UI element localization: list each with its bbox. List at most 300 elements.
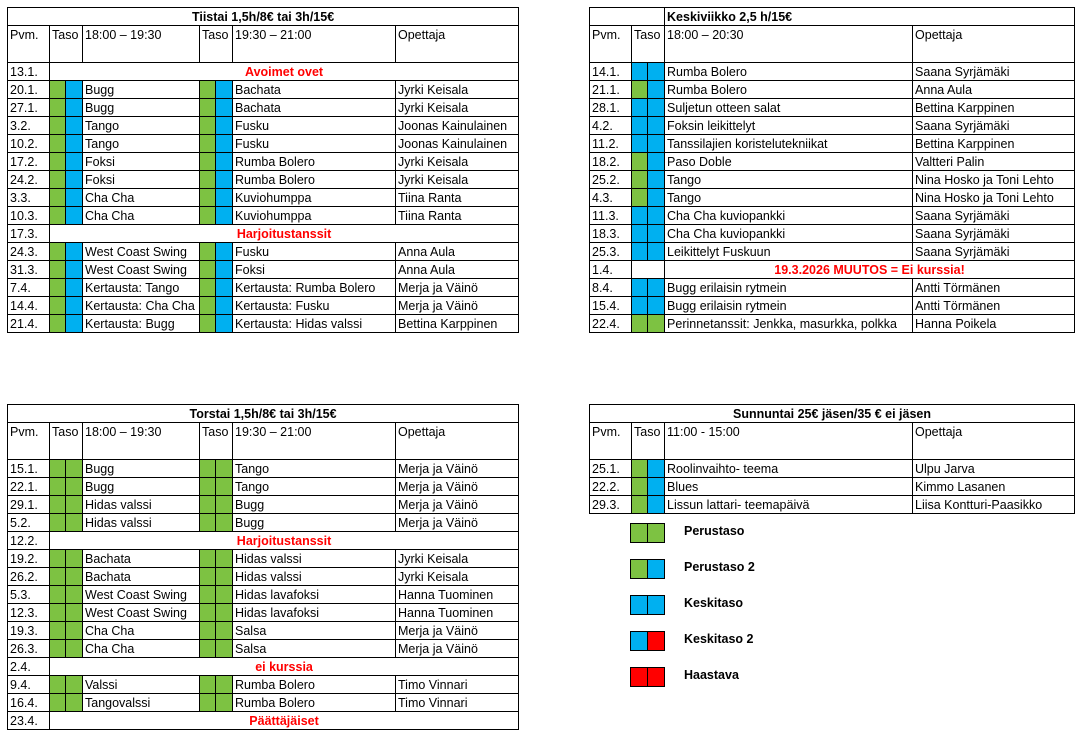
course-early: Bugg: [83, 460, 200, 478]
level-swatch-right: [647, 559, 665, 579]
date-cell: 3.3.: [8, 189, 50, 207]
level-swatch-right: [66, 460, 83, 478]
schedule-row: [8, 514, 519, 532]
schedule-row: [590, 261, 1075, 279]
date-cell: 22.1.: [8, 478, 50, 496]
level-swatch-right: [216, 568, 233, 586]
level-swatch-right: [66, 568, 83, 586]
level-swatch-right: [216, 207, 233, 225]
header-time-2: 19:30 – 21:00: [233, 26, 396, 63]
course-early: Bugg: [83, 478, 200, 496]
level-swatch-left: [50, 478, 66, 496]
level-swatch-right: [66, 586, 83, 604]
level-swatch-left: [200, 135, 216, 153]
level-swatch-right: [216, 622, 233, 640]
thursday-title-row: [8, 405, 519, 423]
level-swatch-right: [648, 225, 665, 243]
schedule-row: [590, 225, 1075, 243]
course-cell: Foksin leikittelyt: [665, 117, 913, 135]
wednesday-rows: [590, 63, 1075, 333]
sunday-header-row: [590, 423, 1075, 460]
teacher-cell: Merja ja Väinö: [396, 514, 519, 532]
schedule-row: [8, 99, 519, 117]
schedule-row: [590, 207, 1075, 225]
date-cell: 26.2.: [8, 568, 50, 586]
date-cell: 14.1.: [590, 63, 632, 81]
header-time-1: 18:00 – 19:30: [83, 423, 200, 460]
teacher-cell: Saana Syrjämäki: [913, 225, 1075, 243]
teacher-cell: Antti Törmänen: [913, 279, 1075, 297]
level-swatch-left: [50, 550, 66, 568]
date-cell: 16.4.: [8, 694, 50, 712]
level-swatch-right: [216, 586, 233, 604]
course-early: Cha Cha: [83, 207, 200, 225]
level-swatch-right: [216, 496, 233, 514]
header-time-2: 19:30 – 21:00: [233, 423, 396, 460]
date-cell: 13.1.: [8, 63, 50, 81]
level-swatch-left: [50, 496, 66, 514]
schedule-row: [590, 478, 1075, 496]
level-swatch-left: [200, 694, 216, 712]
level-swatch-left: [50, 153, 66, 171]
course-early: Tango: [83, 135, 200, 153]
level-swatch-right: [216, 604, 233, 622]
header-opettaja: Opettaja: [913, 26, 1075, 63]
teacher-cell: Anna Aula: [396, 261, 519, 279]
level-swatch-left: [200, 117, 216, 135]
course-cell: Perinnetanssit: Jenkka, masurkka, polkka: [665, 315, 913, 333]
level-swatch-right: [66, 478, 83, 496]
teacher-cell: Merja ja Väinö: [396, 496, 519, 514]
course-late: Hidas lavafoksi: [233, 586, 396, 604]
teacher-cell: Hanna Tuominen: [396, 604, 519, 622]
level-swatch-right: [66, 261, 83, 279]
level-swatch-left: [50, 207, 66, 225]
level-swatch-left: [632, 225, 648, 243]
course-cell: Bugg erilaisin rytmein: [665, 297, 913, 315]
teacher-cell: Merja ja Väinö: [396, 279, 519, 297]
special-note: ei kurssia: [50, 658, 519, 676]
schedule-row: [8, 261, 519, 279]
level-swatch-right: [647, 595, 665, 615]
date-cell: 31.3.: [8, 261, 50, 279]
schedule-row: [8, 586, 519, 604]
level-swatch-left: [630, 523, 648, 543]
schedule-row: [8, 135, 519, 153]
legend-label: Perustaso: [684, 524, 745, 538]
level-swatch-left: [50, 171, 66, 189]
level-swatch-right: [216, 243, 233, 261]
course-early: Hidas valssi: [83, 514, 200, 532]
level-swatch-left: [50, 243, 66, 261]
schedule-row: [8, 189, 519, 207]
date-cell: 8.4.: [590, 279, 632, 297]
level-swatch-right: [648, 189, 665, 207]
level-swatch-right: [216, 81, 233, 99]
level-swatch-right: [66, 622, 83, 640]
teacher-cell: Jyrki Keisala: [396, 171, 519, 189]
level-swatch-right: [216, 117, 233, 135]
schedule-row: [8, 604, 519, 622]
level-swatch-left: [50, 514, 66, 532]
schedule-row: [8, 550, 519, 568]
tuesday-table: [7, 7, 519, 333]
date-cell: 14.4.: [8, 297, 50, 315]
date-cell: 12.3.: [8, 604, 50, 622]
legend-item: [630, 559, 950, 579]
course-cell: Roolinvaihto- teema: [665, 460, 913, 478]
level-swatch-right: [216, 99, 233, 117]
level-swatch-right: [648, 207, 665, 225]
level-swatch-left: [50, 135, 66, 153]
course-late: Kertausta: Hidas valssi: [233, 315, 396, 333]
tuesday-title: Tiistai 1,5h/8€ tai 3h/15€: [8, 8, 519, 26]
level-swatch-right: [66, 315, 83, 333]
schedule-row: [590, 460, 1075, 478]
level-swatch-right: [648, 478, 665, 496]
schedule-row: [8, 297, 519, 315]
date-cell: 17.2.: [8, 153, 50, 171]
level-swatch-left: [632, 117, 648, 135]
level-swatch-right: [216, 694, 233, 712]
level-swatch-right: [216, 279, 233, 297]
header-time-1: 18:00 – 19:30: [83, 26, 200, 63]
schedule-row: [590, 279, 1075, 297]
date-cell: 17.3.: [8, 225, 50, 243]
teacher-cell: Hanna Tuominen: [396, 586, 519, 604]
schedule-row: [590, 189, 1075, 207]
tuesday-rows: [8, 63, 519, 333]
level-swatch-right: [648, 99, 665, 117]
level-swatch-left: [200, 514, 216, 532]
header-taso-2: Taso: [200, 26, 233, 63]
level-swatch-left: [632, 153, 648, 171]
level-swatch-left: [200, 478, 216, 496]
course-early: Tango: [83, 117, 200, 135]
wednesday-title: Keskiviikko 2,5 h/15€: [665, 8, 1075, 26]
level-swatch-left: [632, 81, 648, 99]
level-swatch-right: [66, 243, 83, 261]
teacher-cell: Merja ja Väinö: [396, 478, 519, 496]
course-early: Valssi: [83, 676, 200, 694]
teacher-cell: Merja ja Väinö: [396, 640, 519, 658]
date-cell: 21.4.: [8, 315, 50, 333]
level-swatch-left: [630, 667, 648, 687]
course-late: Bugg: [233, 514, 396, 532]
level-swatch-right: [66, 514, 83, 532]
course-early: Kertausta: Cha Cha: [83, 297, 200, 315]
course-late: Kuviohumppa: [233, 189, 396, 207]
level-swatch-right: [648, 297, 665, 315]
date-cell: 4.2.: [590, 117, 632, 135]
header-opettaja: Opettaja: [913, 423, 1075, 460]
level-swatch-right: [647, 631, 665, 651]
teacher-cell: Liisa Kontturi-Paasikko: [913, 496, 1075, 514]
teacher-cell: Jyrki Keisala: [396, 81, 519, 99]
course-cell: Cha Cha kuviopankki: [665, 207, 913, 225]
schedule-row: [8, 153, 519, 171]
teacher-cell: Tiina Ranta: [396, 207, 519, 225]
level-swatch-left: [200, 640, 216, 658]
level-swatch-right: [66, 676, 83, 694]
level-swatch-left: [200, 99, 216, 117]
course-cell: Rumba Bolero: [665, 81, 913, 99]
schedule-row: [8, 117, 519, 135]
course-late: Salsa: [233, 640, 396, 658]
course-late: Rumba Bolero: [233, 153, 396, 171]
level-swatch-left: [632, 496, 648, 514]
level-swatch-right: [216, 135, 233, 153]
level-swatch-right: [216, 550, 233, 568]
header-pvm: Pvm.: [8, 423, 50, 460]
level-swatch-left: [50, 279, 66, 297]
level-swatch-left: [50, 640, 66, 658]
level-swatch-right: [66, 117, 83, 135]
level-swatch-right: [648, 496, 665, 514]
course-early: West Coast Swing: [83, 604, 200, 622]
header-pvm: Pvm.: [590, 26, 632, 63]
level-swatch-right: [66, 135, 83, 153]
level-swatch-left: [50, 676, 66, 694]
level-swatch-right: [216, 171, 233, 189]
header-taso: Taso: [50, 423, 83, 460]
level-swatch-left: [200, 243, 216, 261]
level-swatch-right: [648, 117, 665, 135]
legend-label: Keskitaso 2: [684, 632, 754, 646]
schedule-row: [590, 171, 1075, 189]
header-pvm: Pvm.: [590, 423, 632, 460]
level-swatch-left: [50, 568, 66, 586]
level-swatch-left: [50, 261, 66, 279]
level-swatch-right: [66, 550, 83, 568]
level-swatch-left: [50, 81, 66, 99]
date-cell: 11.2.: [590, 135, 632, 153]
teacher-cell: Ulpu Jarva: [913, 460, 1075, 478]
course-late: Bugg: [233, 496, 396, 514]
level-swatch-right: [66, 694, 83, 712]
header-taso: Taso: [632, 26, 665, 63]
level-swatch-left: [50, 460, 66, 478]
level-swatch-right: [66, 207, 83, 225]
wednesday-title-spacer: [590, 8, 665, 26]
schedule-row: [8, 478, 519, 496]
course-late: Tango: [233, 460, 396, 478]
level-swatch-right: [66, 640, 83, 658]
thursday-table: [7, 404, 519, 730]
level-swatch-left: [200, 568, 216, 586]
teacher-cell: Hanna Poikela: [913, 315, 1075, 333]
thursday-rows: [8, 460, 519, 730]
level-swatch-right: [216, 676, 233, 694]
teacher-cell: Jyrki Keisala: [396, 153, 519, 171]
teacher-cell: Timo Vinnari: [396, 676, 519, 694]
schedule-row: [590, 243, 1075, 261]
level-swatch-left: [200, 189, 216, 207]
level-swatch-left: [200, 297, 216, 315]
teacher-cell: Saana Syrjämäki: [913, 63, 1075, 81]
level-swatch-left: [632, 460, 648, 478]
special-note: Päättäjäiset: [50, 712, 519, 730]
level-swatch-right: [648, 171, 665, 189]
teacher-cell: Anna Aula: [396, 243, 519, 261]
tuesday-header-row: [8, 26, 519, 63]
course-late: Foksi: [233, 261, 396, 279]
schedule-row: [590, 135, 1075, 153]
level-swatch-left: [632, 315, 648, 333]
level-swatch-right: [216, 478, 233, 496]
schedule-row: [8, 63, 519, 81]
course-late: Fusku: [233, 117, 396, 135]
level-swatch-right: [648, 279, 665, 297]
level-swatch-right: [648, 243, 665, 261]
sunday-table: [589, 404, 1075, 514]
header-taso-2: Taso: [200, 423, 233, 460]
date-cell: 11.3.: [590, 207, 632, 225]
level-swatch-left: [632, 99, 648, 117]
date-cell: 19.2.: [8, 550, 50, 568]
thursday-title: Torstai 1,5h/8€ tai 3h/15€: [8, 405, 519, 423]
level-swatch-right: [66, 297, 83, 315]
course-late: Kertausta: Fusku: [233, 297, 396, 315]
course-early: Bachata: [83, 568, 200, 586]
course-late: Rumba Bolero: [233, 676, 396, 694]
course-early: Bugg: [83, 81, 200, 99]
level-swatch-left: [200, 604, 216, 622]
date-cell: 5.2.: [8, 514, 50, 532]
teacher-cell: Nina Hosko ja Toni Lehto: [913, 171, 1075, 189]
teacher-cell: Nina Hosko ja Toni Lehto: [913, 189, 1075, 207]
date-cell: 24.3.: [8, 243, 50, 261]
course-late: Hidas valssi: [233, 568, 396, 586]
level-swatch-left: [200, 261, 216, 279]
level-swatch-left: [632, 243, 648, 261]
teacher-cell: Saana Syrjämäki: [913, 243, 1075, 261]
schedule-row: [8, 207, 519, 225]
schedule-row: [590, 63, 1075, 81]
course-late: Hidas valssi: [233, 550, 396, 568]
course-cell: Tango: [665, 189, 913, 207]
course-late: Tango: [233, 478, 396, 496]
level-swatch-right: [66, 604, 83, 622]
date-cell: 1.4.: [590, 261, 632, 279]
level-swatch-right: [216, 514, 233, 532]
course-early: Hidas valssi: [83, 496, 200, 514]
level-swatch-left: [50, 694, 66, 712]
level-swatch-right: [648, 81, 665, 99]
level-swatch-right: [216, 315, 233, 333]
sunday-rows: [590, 460, 1075, 514]
header-taso: Taso: [632, 423, 665, 460]
date-cell: 7.4.: [8, 279, 50, 297]
level-swatch-left: [200, 550, 216, 568]
level-swatch-left: [50, 604, 66, 622]
date-cell: 4.3.: [590, 189, 632, 207]
schedule-row: [8, 460, 519, 478]
schedule-row: [8, 532, 519, 550]
legend-label: Perustaso 2: [684, 560, 755, 574]
schedule-row: [8, 568, 519, 586]
course-late: Salsa: [233, 622, 396, 640]
level-swatch-left: [200, 586, 216, 604]
level-swatch-left: [632, 189, 648, 207]
course-early: Cha Cha: [83, 640, 200, 658]
date-cell: 10.2.: [8, 135, 50, 153]
date-cell: 12.2.: [8, 532, 50, 550]
schedule-row: [8, 694, 519, 712]
level-swatch-right: [216, 153, 233, 171]
schedule-row: [8, 622, 519, 640]
date-cell: 18.2.: [590, 153, 632, 171]
schedule-row: [8, 171, 519, 189]
course-late: Rumba Bolero: [233, 694, 396, 712]
course-cell: Tanssilajien koristelutekniikat: [665, 135, 913, 153]
teacher-cell: Anna Aula: [913, 81, 1075, 99]
special-note: Avoimet ovet: [50, 63, 519, 81]
course-cell: Bugg erilaisin rytmein: [665, 279, 913, 297]
date-cell: 22.4.: [590, 315, 632, 333]
schedule-row: [590, 496, 1075, 514]
schedule-row: [8, 658, 519, 676]
tuesday-title-row: [8, 8, 519, 26]
legend-item: [630, 667, 950, 687]
level-swatch-left: [632, 135, 648, 153]
date-cell: 23.4.: [8, 712, 50, 730]
date-cell: 5.3.: [8, 586, 50, 604]
level-swatch-right: [216, 297, 233, 315]
teacher-cell: Jyrki Keisala: [396, 99, 519, 117]
level-swatch-left: [630, 595, 648, 615]
course-early: Cha Cha: [83, 189, 200, 207]
course-late: Rumba Bolero: [233, 171, 396, 189]
date-cell: 10.3.: [8, 207, 50, 225]
level-swatch-right: [648, 315, 665, 333]
date-cell: 24.2.: [8, 171, 50, 189]
schedule-row: [590, 297, 1075, 315]
course-early: West Coast Swing: [83, 586, 200, 604]
date-cell: 28.1.: [590, 99, 632, 117]
date-cell: 15.4.: [590, 297, 632, 315]
course-early: Foksi: [83, 171, 200, 189]
legend-label: Haastava: [684, 668, 739, 682]
course-cell: Cha Cha kuviopankki: [665, 225, 913, 243]
course-cell: Leikittelyt Fuskuun: [665, 243, 913, 261]
course-late: Hidas lavafoksi: [233, 604, 396, 622]
level-swatch-right: [216, 261, 233, 279]
course-late: Fusku: [233, 135, 396, 153]
schedule-row: [8, 225, 519, 243]
teacher-cell: Valtteri Palin: [913, 153, 1075, 171]
header-opettaja: Opettaja: [396, 423, 519, 460]
date-cell: 9.4.: [8, 676, 50, 694]
schedule-row: [8, 676, 519, 694]
date-cell: 25.1.: [590, 460, 632, 478]
course-cell: Suljetun otteen salat: [665, 99, 913, 117]
level-swatch-left: [200, 460, 216, 478]
schedule-row: [590, 315, 1075, 333]
date-cell: 26.3.: [8, 640, 50, 658]
teacher-cell: Jyrki Keisala: [396, 568, 519, 586]
level-swatch-left: [632, 207, 648, 225]
level-swatch-right: [66, 99, 83, 117]
course-early: Bugg: [83, 99, 200, 117]
level-swatch-left: [200, 315, 216, 333]
level-swatch-left: [50, 189, 66, 207]
level-swatch-left: [50, 99, 66, 117]
sunday-title-row: [590, 405, 1075, 423]
teacher-cell: Bettina Karppinen: [396, 315, 519, 333]
level-swatch-left: [50, 297, 66, 315]
date-cell: 29.3.: [590, 496, 632, 514]
